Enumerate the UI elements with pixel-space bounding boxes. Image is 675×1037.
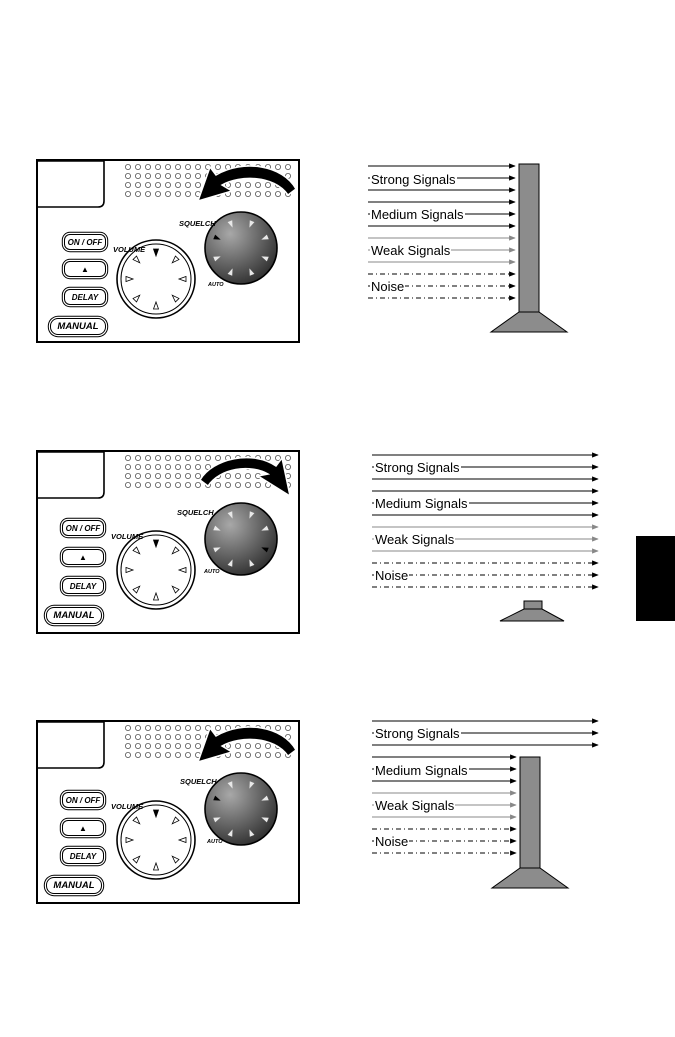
scanner-panel-top: [36, 159, 300, 343]
delay-button[interactable]: DELAY: [62, 848, 104, 864]
signal-diagram-top: [368, 160, 608, 340]
medium-signals-label: Medium Signals: [375, 763, 468, 778]
squelch-knob: [205, 503, 277, 575]
auto-label: AUTO: [208, 282, 224, 288]
noise-label: Noise: [375, 834, 409, 849]
barrier-base: [491, 312, 567, 332]
delay-button[interactable]: DELAY: [64, 289, 106, 305]
strong-signals-label: Strong Signals: [371, 172, 456, 187]
delay-button[interactable]: DELAY: [62, 578, 104, 594]
noise-label: Noise: [375, 568, 409, 583]
display-window: [38, 722, 104, 768]
rotation-arrow-icon: [198, 727, 296, 762]
rotation-arrow-icon: [200, 458, 290, 496]
volume-label: VOLUME: [111, 802, 144, 811]
volume-label: VOLUME: [113, 245, 146, 254]
noise-label: Noise: [371, 279, 405, 294]
weak-signals-label: Weak Signals: [375, 532, 455, 547]
barrier-base: [492, 868, 568, 888]
scanner-panel-bottom: [36, 720, 300, 904]
squelch-barrier: [524, 601, 542, 609]
strong-signals-label: Strong Signals: [375, 460, 460, 475]
medium-signals-label: Medium Signals: [375, 496, 468, 511]
on-off-button[interactable]: ON / OFF: [64, 234, 106, 250]
manual-button[interactable]: MANUAL: [46, 877, 102, 894]
up-arrow-button[interactable]: ▲: [62, 549, 104, 565]
squelch-label: SQUELCH: [177, 508, 214, 517]
squelch-label: SQUELCH: [179, 219, 216, 228]
up-arrow-button[interactable]: ▲: [62, 820, 104, 836]
on-off-button[interactable]: ON / OFF: [62, 792, 104, 808]
weak-signals-label: Weak Signals: [371, 243, 451, 258]
auto-label: AUTO: [207, 839, 223, 845]
strong-signals-label: Strong Signals: [375, 726, 460, 741]
squelch-barrier: [520, 757, 540, 868]
up-arrow-button[interactable]: ▲: [64, 261, 106, 277]
rotation-arrow-icon: [198, 166, 296, 201]
barrier-base: [500, 609, 564, 621]
signal-diagram-middle: [372, 450, 612, 630]
weak-signals-label: Weak Signals: [375, 798, 455, 813]
scanner-panel-middle: [36, 450, 300, 634]
medium-signals-label: Medium Signals: [371, 207, 464, 222]
squelch-barrier: [519, 164, 539, 312]
display-window: [38, 452, 104, 498]
manual-button[interactable]: MANUAL: [50, 318, 106, 335]
display-window: [38, 161, 104, 207]
auto-label: AUTO: [204, 569, 220, 575]
volume-label: VOLUME: [111, 532, 144, 541]
section-tab: [636, 536, 675, 621]
signal-diagram-bottom: [372, 716, 612, 896]
panel-art: [38, 161, 300, 343]
manual-button[interactable]: MANUAL: [46, 607, 102, 624]
squelch-label: SQUELCH: [180, 777, 217, 786]
on-off-button[interactable]: ON / OFF: [62, 520, 104, 536]
